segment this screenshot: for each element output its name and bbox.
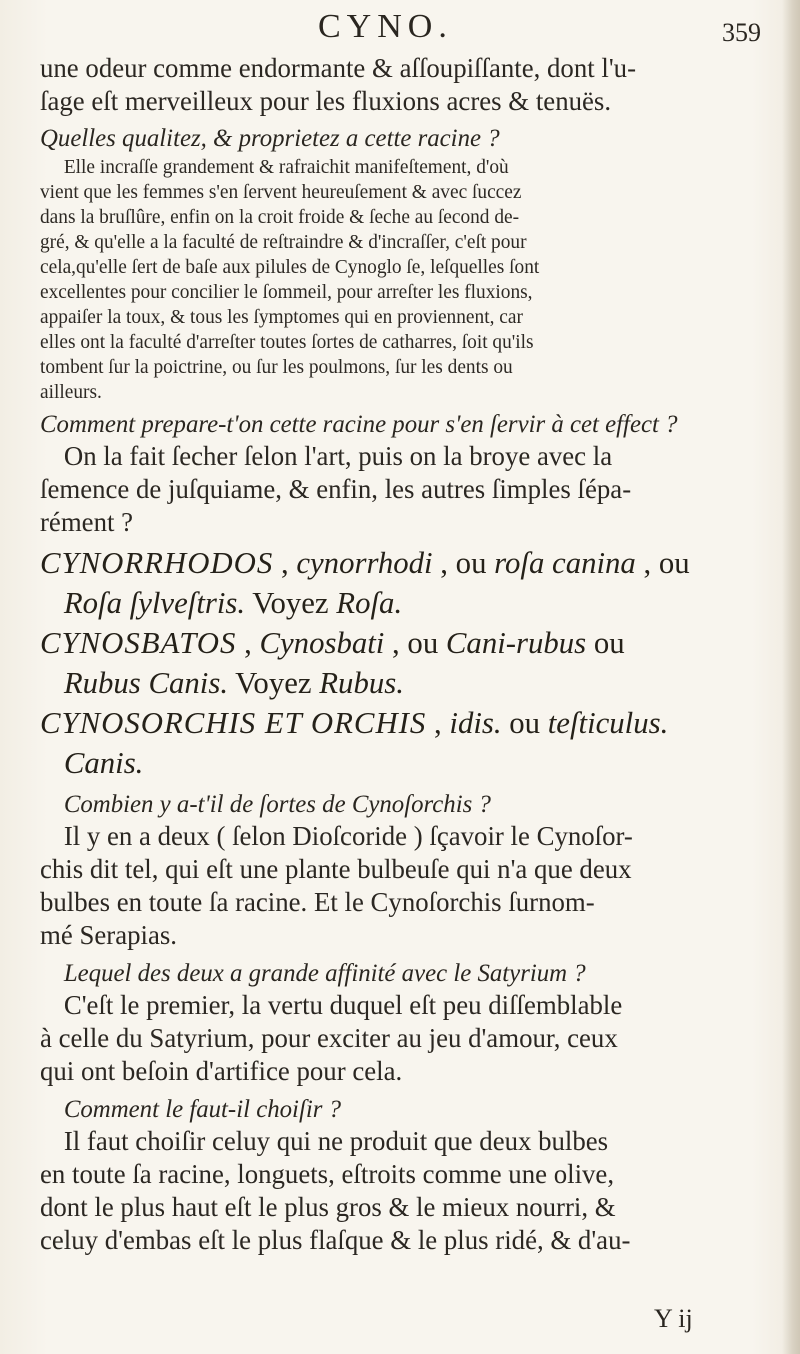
entry-separator: ou (501, 705, 548, 740)
entry-alternate: Rubus Canis. (63, 665, 229, 700)
entry-headword: CYNOSORCHIS ET ORCHIS (40, 705, 427, 740)
entry-alternate: Canis. (63, 745, 144, 780)
dictionary-entry (40, 543, 765, 583)
text-line: gré, & qu'elle a la faculté de reſtraindre & d'incraſſer, c'eſt pour (40, 232, 527, 253)
text-line: celuy d'embas eſt le plus flaſque & le plus ridé, & d'au- (40, 1225, 631, 1255)
entry-see: Voyez (245, 585, 337, 620)
entry-alternate: Cani-rubus (445, 625, 587, 660)
paragraph-6 (40, 1125, 770, 1257)
text-line: On la fait ſecher ſelon l'art, puis on la broye avec la (63, 441, 613, 471)
paragraph-1 (40, 52, 770, 118)
paragraph-2 (40, 155, 770, 405)
entry-headword: CYNOSBATOS (40, 625, 237, 660)
page-header (0, 8, 800, 48)
text-line: dans la bruſlûre, enfin on la croit froide & ſeche au ſecond de- (40, 207, 520, 228)
entry-separator: , ou (635, 545, 690, 580)
text-line: elles ont la faculté d'arreſter toutes ſortes de catharres, ſoit qu'ils (40, 332, 534, 353)
page-body (40, 52, 770, 1257)
paragraph-3 (40, 440, 770, 539)
dictionary-entry-continued (40, 743, 765, 783)
text-line: C'eſt le premier, la vertu duquel eſt peu diſſemblable (63, 990, 623, 1020)
question-heading: Combien y a-t'il de ſortes de Cynoſorchis ? (63, 791, 491, 818)
text-line: rément ? (40, 507, 134, 537)
entry-reference: Rubus. (319, 665, 404, 700)
entry-separator: , ou (432, 545, 495, 580)
entry-reference: Roſa. (336, 585, 403, 620)
text-line: chis dit tel, qui eſt une plante bulbeuſe qui n'a que deux (40, 854, 632, 884)
text-line: appaiſer la toux, & tous les ſymptomes qui en proviennent, car (40, 307, 523, 328)
page-number: 359 (722, 18, 761, 47)
entry-separator: , (273, 545, 297, 580)
question-heading: Comment prepare-t'on cette racine pour s'en ſervir à cet effect ? (40, 411, 678, 438)
paragraph-4 (40, 820, 770, 952)
entry-latin: cynorrhodi (296, 545, 433, 580)
text-line: tombent ſur la poictrine, ou ſur les poulmons, ſur les dents ou (40, 357, 513, 378)
dictionary-entry (40, 703, 765, 743)
entry-alternate: roſa canina (494, 545, 636, 580)
entry-alternate: teſticulus. (547, 705, 669, 740)
text-line: Il y en a deux ( ſelon Dioſcoride ) ſçavoir le Cynoſor- (63, 821, 633, 851)
text-line: ſemence de juſquiame, & enfin, les autres ſimples ſépa- (40, 474, 632, 504)
entry-separator: ou (586, 625, 625, 660)
dictionary-entry (40, 623, 765, 663)
text-line: Elle incraſſe grandement & rafraichit manifeſtement, d'où (63, 157, 509, 178)
entry-headword: CYNORRHODOS (40, 545, 274, 580)
entry-separator: , ou (384, 625, 446, 660)
entry-latin: Cynosbati (259, 625, 385, 660)
question-heading: Quelles qualitez, & proprietez a cette racine ? (40, 125, 500, 152)
entry-separator: , (236, 625, 260, 660)
text-line: en toute ſa racine, longuets, eſtroits comme une olive, (40, 1159, 615, 1189)
dictionary-entry-continued (40, 583, 765, 623)
text-line: cela,qu'elle ſert de baſe aux pilules de Cynoglo ſe, leſquelles ſont (40, 257, 540, 278)
text-line: qui ont beſoin d'artifice pour cela. (40, 1056, 403, 1086)
text-line: ailleurs. (40, 382, 102, 403)
text-line: bulbes en toute ſa racine. Et le Cynoſorchis ſurnom- (40, 887, 595, 917)
text-line: vient que les femmes s'en ſervent heureuſement & avec ſuccez (40, 182, 522, 203)
entry-see: Voyez (228, 665, 320, 700)
text-line: à celle du Satyrium, pour exciter au jeu d'amour, ceux (40, 1023, 618, 1053)
question-heading: Comment le faut-il choiſir ? (63, 1096, 342, 1123)
entry-separator: , (426, 705, 450, 740)
dictionary-entry-continued (40, 663, 765, 703)
text-line: mé Serapias. (40, 920, 177, 950)
text-line: excellentes pour concilier le ſommeil, pour arreſter les fluxions, (40, 282, 533, 303)
signature-mark: Y ij (654, 1304, 693, 1333)
entry-alternate: Roſa ſylveſtris. (63, 585, 246, 620)
paragraph-5 (40, 989, 770, 1088)
page-edge-shadow (782, 0, 800, 1354)
question-heading: Lequel des deux a grande affinité avec le Satyrium ? (63, 960, 586, 987)
entry-latin: idis. (449, 705, 502, 740)
text-line: une odeur comme endormante & aſſoupiſſante, dont l'u- (40, 53, 637, 83)
text-line: Il faut choiſir celuy qui ne produit que deux bulbes (63, 1126, 609, 1156)
running-head: CYNO. (318, 8, 453, 45)
text-line: ſage eſt merveilleux pour les fluxions acres & tenuës. (40, 86, 612, 116)
text-line: dont le plus haut eſt le plus gros & le mieux nourri, & (40, 1192, 616, 1222)
